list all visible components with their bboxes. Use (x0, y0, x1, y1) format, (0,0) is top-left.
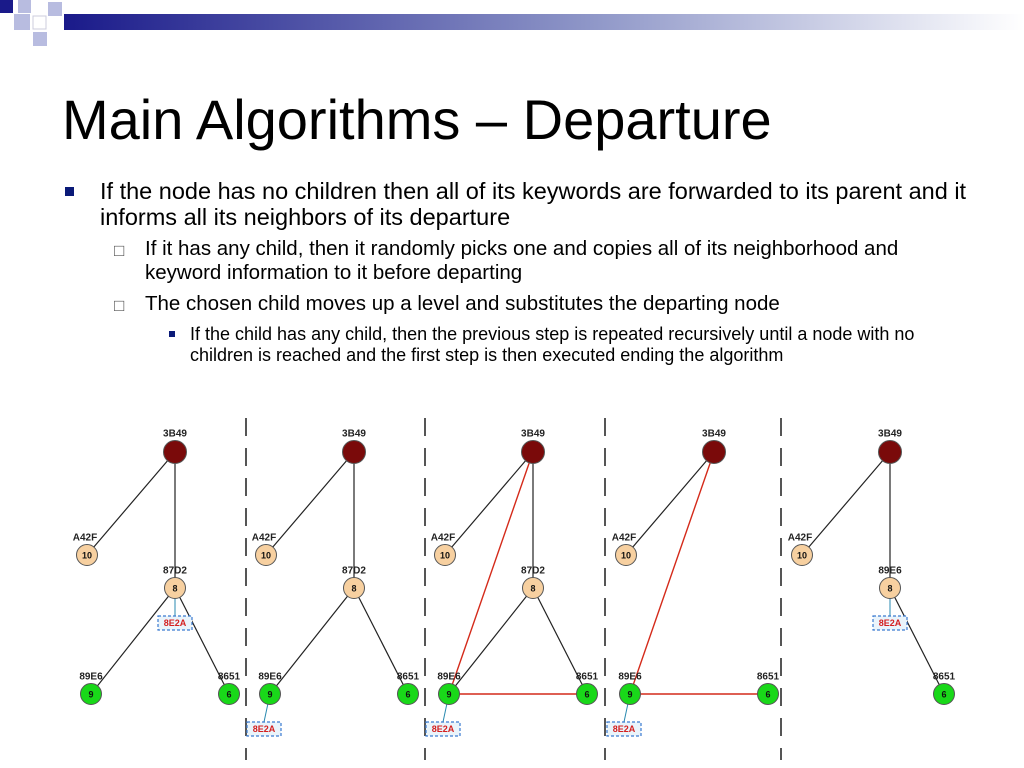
node-value: 10 (260, 550, 272, 561)
bullet-text: If it has any child, then it randomly picks one and copies all of its neighborhood and keyword information to it before departing (145, 237, 899, 284)
node-value: 8 (887, 583, 893, 594)
node-value: 9 (446, 689, 452, 700)
bullet-text: If the child has any child, then the previous step is repeated recursively until a node with no children is reached and the first step is then executed ending the algorithm (190, 324, 915, 365)
new-link-edge (630, 452, 714, 694)
node-id-label: 89E6 (437, 671, 461, 683)
node-value: 10 (439, 550, 451, 561)
departing-node-tag-text: 8E2A (252, 724, 276, 734)
tree-node-root (522, 441, 545, 464)
node-id-label: 89E6 (878, 565, 902, 577)
departing-node-tag-text: 8E2A (163, 618, 187, 628)
node-value: 6 (941, 689, 947, 700)
bullet-list (62, 178, 972, 366)
deco-square (33, 16, 46, 29)
node-value: 10 (796, 550, 808, 561)
deco-square (33, 32, 47, 46)
node-value: 6 (584, 689, 590, 700)
node-id-label: 87D2 (163, 565, 187, 577)
node-id-label: 8651 (217, 671, 241, 683)
node-id-label: A42F (430, 532, 456, 544)
node-id-label: 3B49 (702, 428, 726, 440)
small-square-bullet-icon (169, 331, 175, 337)
node-id-label: 89E6 (79, 671, 103, 683)
node-id-label: 8651 (756, 671, 780, 683)
bullet-level-2 (114, 237, 972, 285)
tree-node-root (343, 441, 366, 464)
node-value: 10 (81, 550, 93, 561)
tree-edge (270, 588, 354, 694)
node-id-label: A42F (72, 532, 98, 544)
node-id-label: A42F (611, 532, 637, 544)
node-value: 8 (530, 583, 536, 594)
node-id-label: 87D2 (342, 565, 366, 577)
deco-square (0, 0, 13, 13)
node-value: 6 (765, 689, 771, 700)
header-decoration (0, 0, 1024, 60)
departure-diagram (0, 410, 1024, 768)
node-id-label: 3B49 (342, 428, 366, 440)
node-id-label: A42F (787, 532, 813, 544)
departing-node-tag-text: 8E2A (431, 724, 455, 734)
node-id-label: 3B49 (521, 428, 545, 440)
deco-square (48, 2, 62, 16)
deco-bar (64, 14, 1024, 30)
node-id-label: 8651 (396, 671, 420, 683)
tree-node-root (164, 441, 187, 464)
tree-edge (87, 452, 175, 555)
bullet-level-1 (62, 178, 972, 230)
tree-node-root (703, 441, 726, 464)
bullet-text: The chosen child moves up a level and substitutes the departing node (145, 292, 780, 315)
node-value: 6 (226, 689, 232, 700)
node-value: 9 (267, 689, 273, 700)
hollow-square-bullet-icon: □ (114, 241, 125, 260)
deco-square (14, 14, 30, 30)
node-id-label: 3B49 (878, 428, 902, 440)
bullet-level-2 (114, 292, 972, 316)
tree-edge (266, 452, 354, 555)
node-value: 6 (405, 689, 411, 700)
slide-title: Main Algorithms – Departure (62, 88, 772, 151)
tree-edge (802, 452, 890, 555)
departing-node-tag-text: 8E2A (612, 724, 636, 734)
node-value: 10 (620, 550, 632, 561)
tree-edge (626, 452, 714, 555)
node-id-label: 8651 (932, 671, 956, 683)
node-value: 9 (88, 689, 94, 700)
node-id-label: A42F (251, 532, 277, 544)
tree-edge (449, 588, 533, 694)
node-value: 9 (627, 689, 633, 700)
tree-edge (91, 588, 175, 694)
deco-square (18, 0, 31, 13)
hollow-square-bullet-icon: □ (114, 296, 125, 315)
node-id-label: 87D2 (521, 565, 545, 577)
departing-node-tag-text: 8E2A (878, 618, 902, 628)
node-id-label: 8651 (575, 671, 599, 683)
tree-node-root (879, 441, 902, 464)
node-value: 8 (172, 583, 178, 594)
node-id-label: 3B49 (163, 428, 187, 440)
node-id-label: 89E6 (618, 671, 642, 683)
node-value: 8 (351, 583, 357, 594)
bullet-text: If the node has no children then all of its keywords are forwarded to its parent and it informs all its neighbors of its departure (100, 178, 967, 230)
tree-edge (445, 452, 533, 555)
bullet-level-3 (190, 324, 972, 366)
node-id-label: 89E6 (258, 671, 282, 683)
square-bullet-icon (65, 187, 74, 196)
